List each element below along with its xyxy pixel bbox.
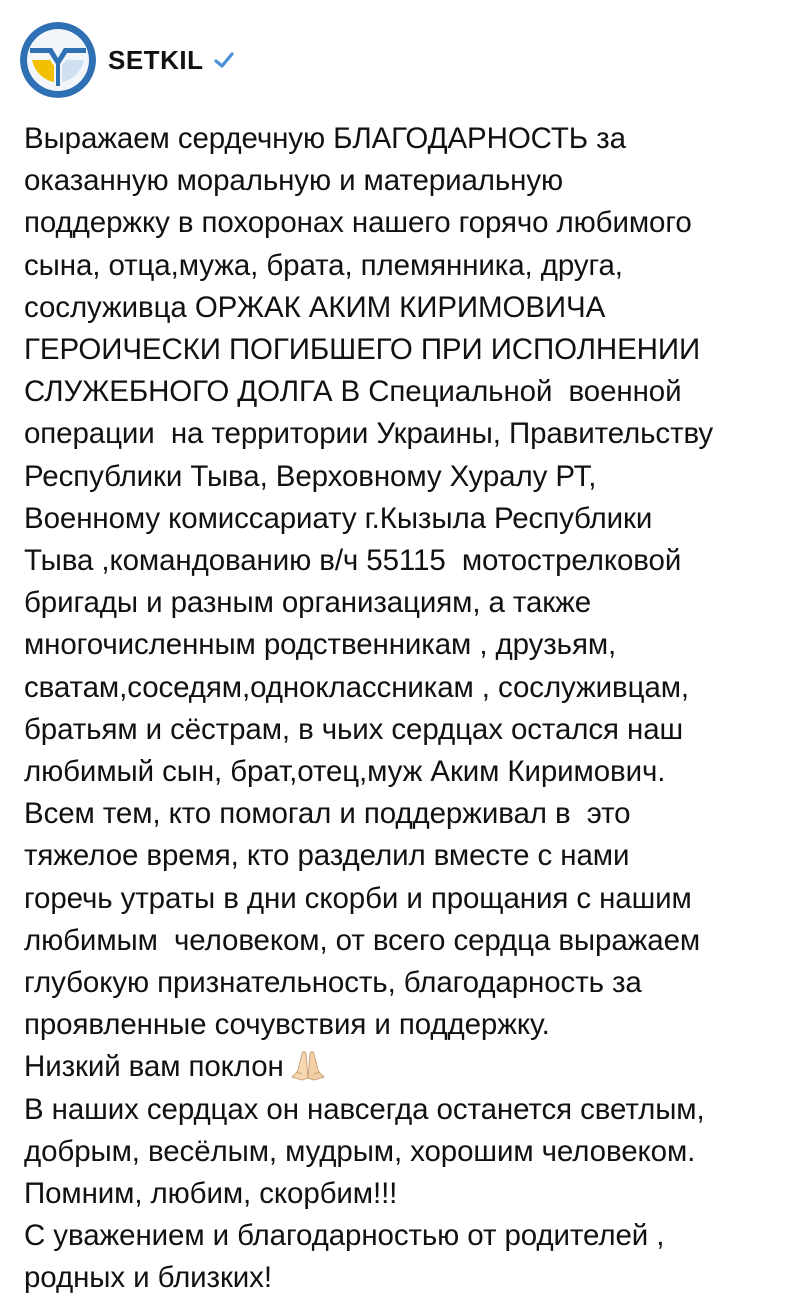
post-text [24, 118, 794, 1300]
setkil-logo-icon[interactable] [20, 22, 96, 98]
post-line-bow [24, 1046, 794, 1088]
post-line: С уважением и благодарностью от родителей , [24, 1219, 665, 1253]
post-line: родных и близких! [24, 1261, 272, 1295]
post-line: горечь утраты в дни скорби и прощания с нашим [24, 881, 692, 915]
post-line: Тыва ,командованию в/ч 55115 мотострелковой [24, 544, 682, 578]
post-header [20, 22, 235, 98]
folded-hands-icon [288, 1048, 328, 1082]
post-line: Выражаем сердечную БЛАГОДАРНОСТЬ за [24, 122, 626, 155]
post-line: бригады и разным организациям, а также [24, 586, 592, 620]
post-line: многочисленным родственникам , друзьям, [24, 628, 617, 662]
post-line: поддержку в похоронах нашего горячо любимого [24, 206, 692, 240]
post-line: любимым человеком, от всего сердца выражаем [24, 923, 701, 957]
post-line: СЛУЖЕБНОГО ДОЛГА В Специальной военной [24, 375, 682, 409]
post-line: сослуживца ОРЖАК АКИМ КИРИМОВИЧА [24, 290, 606, 324]
post-line: тяжелое время, кто разделил вместе с нами [24, 839, 630, 873]
post-line: Республики Тыва, Верховному Хуралу РТ, [24, 459, 597, 493]
post-line: В наших сердцах он навсегда останется светлым, [24, 1092, 705, 1126]
post-line: операции на территории Украины, Правительству [24, 417, 714, 451]
post-line: братьям и сёстрам, в чьих сердцах остался наш [24, 712, 684, 746]
post-line: Всем тем, кто помогал и поддерживал в это [24, 797, 631, 831]
post-line: добрым, весёлым, мудрым, хорошим человеком. [24, 1134, 696, 1168]
checkmark-icon [213, 49, 235, 71]
post-line: сватам,соседям,одноклассникам , сослуживцам, [24, 670, 689, 704]
post-line: любимый сын, брат,отец,муж Аким Киримович. [24, 755, 666, 789]
post-line: оказанную моральную и материальную [24, 164, 564, 198]
post-line: сына, отца,мужа, брата, племянника, друга, [24, 248, 623, 282]
post-line-text: Низкий вам поклон [24, 1050, 284, 1084]
post-line: глубокую признательность, благодарность за [24, 966, 642, 1000]
post-line: проявленные сочувствия и поддержку. [24, 1008, 550, 1042]
channel-name[interactable]: SETKIL [108, 44, 204, 75]
post-line: ГЕРОИЧЕСКИ ПОГИБШЕГО ПРИ ИСПОЛНЕНИИ [24, 333, 701, 367]
post-line: Военному комиссариату г.Кызыла Республики [24, 501, 653, 535]
post-line: Помним, любим, скорбим!!! [24, 1177, 398, 1211]
